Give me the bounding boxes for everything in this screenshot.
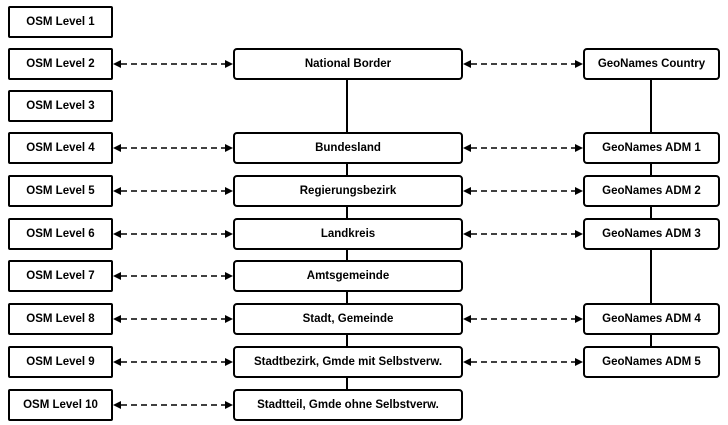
node-label: GeoNames ADM 2 (602, 184, 701, 197)
node-label: OSM Level 5 (26, 184, 95, 197)
node-label: OSM Level 8 (26, 312, 95, 325)
node-label: OSM Level 7 (26, 269, 95, 282)
connector-7 (113, 228, 233, 240)
node-geonames-6[interactable] (583, 346, 720, 378)
connector-14 (113, 399, 233, 411)
connector-4 (463, 142, 583, 154)
node-geonames-3[interactable] (583, 175, 720, 207)
node-label: OSM Level 2 (26, 57, 95, 70)
node-label: OSM Level 6 (26, 227, 95, 240)
node-osm-5[interactable] (8, 175, 113, 207)
node-german-2[interactable] (233, 132, 463, 164)
connector-10 (113, 313, 233, 325)
node-german-6[interactable] (233, 303, 463, 335)
node-label: OSM Level 4 (26, 141, 95, 154)
node-geonames-5[interactable] (583, 303, 720, 335)
node-label: OSM Level 3 (26, 99, 95, 112)
node-label: GeoNames ADM 5 (602, 355, 701, 368)
node-osm-4[interactable] (8, 132, 113, 164)
connector-8 (463, 228, 583, 240)
node-label: Regierungsbezirk (299, 184, 397, 197)
node-osm-6[interactable] (8, 218, 113, 250)
node-label: Amtsgemeinde (306, 269, 390, 282)
node-german-7[interactable] (233, 346, 463, 378)
node-german-5[interactable] (233, 260, 463, 292)
node-geonames-2[interactable] (583, 132, 720, 164)
node-label: Bundesland (315, 141, 381, 154)
connector-9 (113, 270, 233, 282)
node-german-4[interactable] (233, 218, 463, 250)
node-osm-1[interactable] (8, 6, 113, 38)
connector-1 (113, 58, 233, 70)
node-label: GeoNames ADM 1 (602, 141, 701, 154)
node-osm-10[interactable] (8, 389, 113, 421)
node-label: Landkreis (320, 227, 376, 240)
connector-6 (463, 185, 583, 197)
node-german-8[interactable] (233, 389, 463, 421)
node-label: GeoNames ADM 3 (602, 227, 701, 240)
connector-2 (463, 58, 583, 70)
node-label: Stadt, Gemeinde (302, 312, 394, 325)
node-label: Stadtbezirk, Gmde mit Selbstverw. (253, 355, 443, 368)
node-geonames-1[interactable] (583, 48, 720, 80)
node-osm-8[interactable] (8, 303, 113, 335)
connector-3 (113, 142, 233, 154)
node-label: National Border (304, 57, 392, 70)
node-label: OSM Level 10 (23, 398, 98, 411)
node-osm-2[interactable] (8, 48, 113, 80)
node-label: GeoNames ADM 4 (602, 312, 701, 325)
node-label: Stadtteil, Gmde ohne Selbstverw. (257, 398, 439, 411)
connector-5 (113, 185, 233, 197)
node-german-1[interactable] (233, 48, 463, 80)
node-label: GeoNames Country (597, 57, 706, 70)
node-geonames-4[interactable] (583, 218, 720, 250)
node-osm-3[interactable] (8, 90, 113, 122)
connector-13 (463, 356, 583, 368)
node-german-3[interactable] (233, 175, 463, 207)
connector-12 (113, 356, 233, 368)
connector-11 (463, 313, 583, 325)
node-osm-9[interactable] (8, 346, 113, 378)
node-osm-7[interactable] (8, 260, 113, 292)
node-label: OSM Level 9 (26, 355, 95, 368)
node-label: OSM Level 1 (26, 15, 95, 28)
